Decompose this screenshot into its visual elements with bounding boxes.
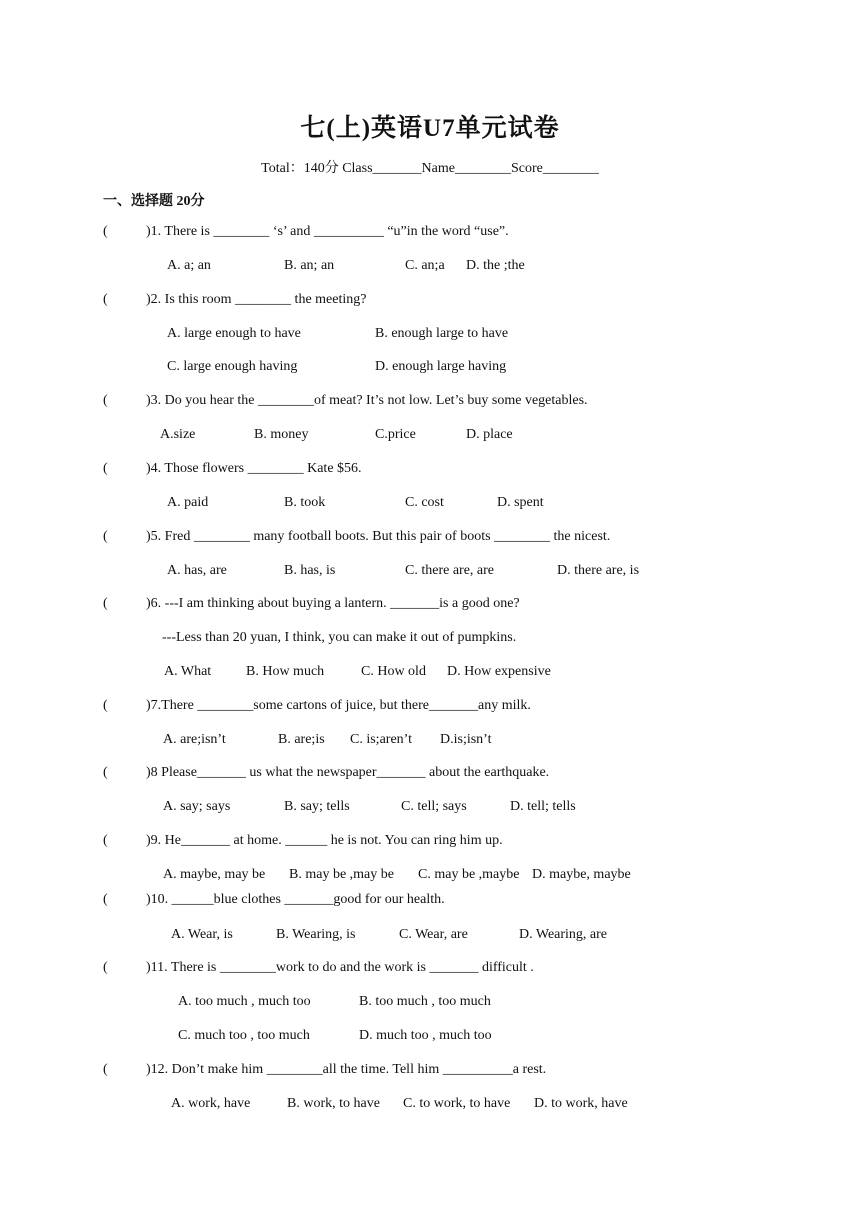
option-b: B. How much (246, 664, 325, 679)
option-b: B. may be ,may be (289, 867, 394, 882)
option-d: D. place (466, 427, 513, 442)
exam-title: 七(上)英语U7单元试卷 (300, 115, 560, 142)
question-stem: )3. Do you hear the ________of meat? It’s not low. Let’s buy some vegetables. (146, 393, 588, 408)
answer-paren: ( (103, 461, 108, 476)
question-stem: )6. ---I am thinking about buying a lantern. _______is a good one? (146, 596, 520, 611)
answer-paren: ( (103, 393, 108, 408)
option-c: C. How old (361, 664, 426, 679)
option-b: B. say; tells (284, 799, 350, 814)
question-stem: )12. Don’t make him ________all the time. Tell him __________a rest. (146, 1062, 547, 1077)
section-heading: 一、选择题 20分 (103, 194, 205, 209)
option-c: C. an;a (405, 258, 445, 273)
answer-paren: ( (103, 224, 108, 239)
option-a: A. say; says (163, 799, 231, 814)
answer-paren: ( (103, 1062, 108, 1077)
question-stem: )7.There ________some cartons of juice, but there_______any milk. (146, 698, 531, 713)
option-c: C. to work, to have (403, 1096, 511, 1111)
option-c: C. large enough having (167, 359, 298, 374)
question-stem: )2. Is this room ________ the meeting? (146, 292, 367, 307)
answer-paren: ( (103, 833, 108, 848)
option-b: B. enough large to have (375, 326, 509, 341)
option-c: C. Wear, are (399, 927, 468, 942)
option-c: C. cost (405, 495, 444, 510)
option-d: D. Wearing, are (519, 927, 608, 942)
option-a: A. too much , much too (178, 994, 311, 1009)
option-b: B. took (284, 495, 326, 510)
option-b: B. has, is (284, 563, 336, 578)
question-stem: )4. Those flowers ________ Kate $56. (146, 461, 362, 476)
option-b: B. too much , too much (359, 994, 491, 1009)
option-a: A. maybe, may be (163, 867, 266, 882)
question-stem: )11. There is ________work to do and the work is _______ difficult . (146, 960, 534, 975)
option-d: D. much too , much too (359, 1028, 492, 1043)
answer-paren: ( (103, 292, 108, 307)
option-a: A. are;isn’t (163, 732, 226, 747)
option-a: A. work, have (171, 1096, 251, 1111)
option-d: D. maybe, maybe (532, 867, 631, 882)
question-stem: )9. He_______ at home. ______ he is not. You can ring him up. (146, 833, 503, 848)
option-a: A. large enough to have (167, 326, 301, 341)
option-a: A. has, are (167, 563, 227, 578)
option-d: D. enough large having (375, 359, 507, 374)
option-b: B. are;is (278, 732, 325, 747)
option-d: D. to work, have (534, 1096, 628, 1111)
option-b: B. Wearing, is (276, 927, 356, 942)
option-b: B. work, to have (287, 1096, 380, 1111)
exam-header-info: Total：140分 Class_______Name________Score________ (261, 161, 599, 176)
question-stem: )5. Fred ________ many football boots. But this pair of boots ________ the nicest. (146, 529, 611, 544)
answer-paren: ( (103, 892, 108, 907)
question-stem: )1. There is ________ ‘s’ and __________ “u”in the word “use”. (146, 224, 509, 239)
question-stem: )8 Please_______ us what the newspaper_______ about the earthquake. (146, 765, 550, 780)
option-c: C. is;aren’t (350, 732, 412, 747)
question-stem: )10. ______blue clothes _______good for our health. (146, 892, 445, 907)
option-d: D.is;isn’t (440, 732, 492, 747)
option-b: B. an; an (284, 258, 335, 273)
option-b: B. money (254, 427, 309, 442)
answer-paren: ( (103, 765, 108, 780)
option-a: A. paid (167, 495, 209, 510)
option-a: A.size (160, 427, 196, 442)
option-d: D. How expensive (447, 664, 551, 679)
answer-paren: ( (103, 529, 108, 544)
option-d: D. there are, is (557, 563, 640, 578)
question-6-dialogue-line: ---Less than 20 yuan, I think, you can make it out of pumpkins. (162, 630, 517, 645)
answer-paren: ( (103, 960, 108, 975)
answer-paren: ( (103, 698, 108, 713)
option-d: D. the ;the (466, 258, 525, 273)
option-c: C. may be ,maybe (418, 867, 520, 882)
option-c: C. there are, are (405, 563, 494, 578)
option-d: D. tell; tells (510, 799, 576, 814)
option-a: A. a; an (167, 258, 211, 273)
answer-paren: ( (103, 596, 108, 611)
option-c: C. tell; says (401, 799, 467, 814)
option-c: C.price (375, 427, 416, 442)
option-c: C. much too , too much (178, 1028, 310, 1043)
option-a: A. What (164, 664, 212, 679)
option-a: A. Wear, is (171, 927, 233, 942)
option-d: D. spent (497, 495, 544, 510)
